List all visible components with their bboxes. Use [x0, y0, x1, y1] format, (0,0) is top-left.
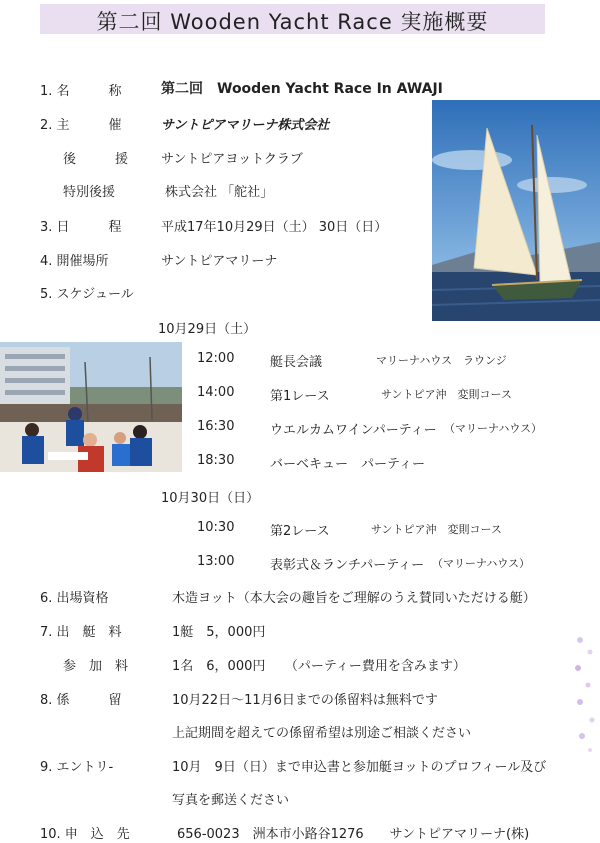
- day1-event-place: マリーナハウス ラウンジ: [376, 354, 507, 367]
- mooring-label: 8. 係 留: [40, 693, 122, 708]
- day1-date: 10月29日（土）: [158, 322, 257, 337]
- venue-value: サントピアマリーナ: [161, 254, 278, 269]
- day1-event-place: サントピア沖 変則コース: [381, 388, 512, 401]
- name-value: 第二回 Wooden Yacht Race In AWAJI: [161, 81, 443, 97]
- entry-fee-label: 参 加 料: [63, 659, 129, 674]
- special-support-label: 特別後援: [63, 185, 116, 200]
- support-value: サントピアヨットクラブ: [161, 152, 303, 167]
- entry-label: 9. エントリ-: [40, 760, 114, 775]
- day1-event-time: 14:00: [197, 385, 235, 400]
- day1-event-time: 16:30: [197, 419, 235, 434]
- host-label: 2. 主 催: [40, 118, 122, 133]
- decorative-flowers: [570, 630, 600, 760]
- day2-event-time: 13:00: [197, 554, 235, 569]
- eligibility-label: 6. 出場資格: [40, 591, 109, 606]
- support-label: 後 援: [63, 152, 129, 167]
- day1-event-title: バーベキュー パーティー: [270, 457, 425, 472]
- page-title: 第二回 Wooden Yacht Race 実施概要: [96, 10, 489, 34]
- party-photo-drawing: [0, 342, 182, 472]
- boat-fee-value: 1艇 5，000円: [172, 625, 266, 640]
- special-support-value: 株式会社 「舵社」: [165, 185, 274, 200]
- flower-dots-drawing: [570, 630, 600, 760]
- entry-fee-value: 1名 6，000円 （パーティー費用を含みます）: [172, 659, 466, 674]
- mooring-value: 10月22日～11月6日までの係留料は無料です: [172, 693, 438, 708]
- date-label: 3. 日 程: [40, 220, 122, 235]
- sailboat-photo: [432, 100, 600, 321]
- entry-value: 10月 9日（日）まで申込書と参加艇ヨットのプロフィール及び: [172, 760, 547, 775]
- schedule-label: 5. スケジュール: [40, 287, 134, 302]
- day1-event-title: ウエルカムワインパーティー: [270, 423, 437, 438]
- day2-event-title: 第2レース: [270, 524, 330, 539]
- party-photo: [0, 342, 182, 472]
- day2-event-place: サントピア沖 変則コース: [371, 523, 502, 536]
- entry-note: 写真を郵送ください: [172, 793, 290, 808]
- day2-event-time: 10:30: [197, 520, 235, 535]
- day1-event-place: （マリーナハウス）: [444, 422, 543, 435]
- day1-event-time: 18:30: [197, 453, 235, 468]
- day1-event-title: 第1レース: [270, 389, 330, 404]
- mooring-note: 上記期間を超えての係留希望は別途ご相談ください: [172, 726, 472, 741]
- venue-label: 4. 開催場所: [40, 254, 109, 269]
- name-label: 1. 名 称: [40, 84, 122, 99]
- eligibility-value: 木造ヨット（本大会の趣旨をご理解のうえ賛同いただける艇）: [172, 591, 536, 606]
- day2-date: 10月30日（日）: [161, 491, 260, 506]
- sailboat-photo-drawing: [432, 100, 600, 321]
- apply-label: 10. 申 込 先: [40, 827, 130, 842]
- day1-event-title: 艇長会議: [270, 355, 323, 370]
- host-value: サントピアマリーナ株式会社: [161, 118, 330, 133]
- day2-event-title: 表彰式＆ランチパーティー: [270, 558, 425, 573]
- day2-event-place: （マリーナハウス）: [432, 557, 531, 570]
- apply-value: 656-0023 洲本市小路谷1276 サントピアマリーナ(株): [177, 827, 530, 842]
- date-value: 平成17年10月29日（土） 30日（日）: [161, 220, 388, 235]
- boat-fee-label: 7. 出 艇 料: [40, 625, 122, 640]
- day1-event-time: 12:00: [197, 351, 235, 366]
